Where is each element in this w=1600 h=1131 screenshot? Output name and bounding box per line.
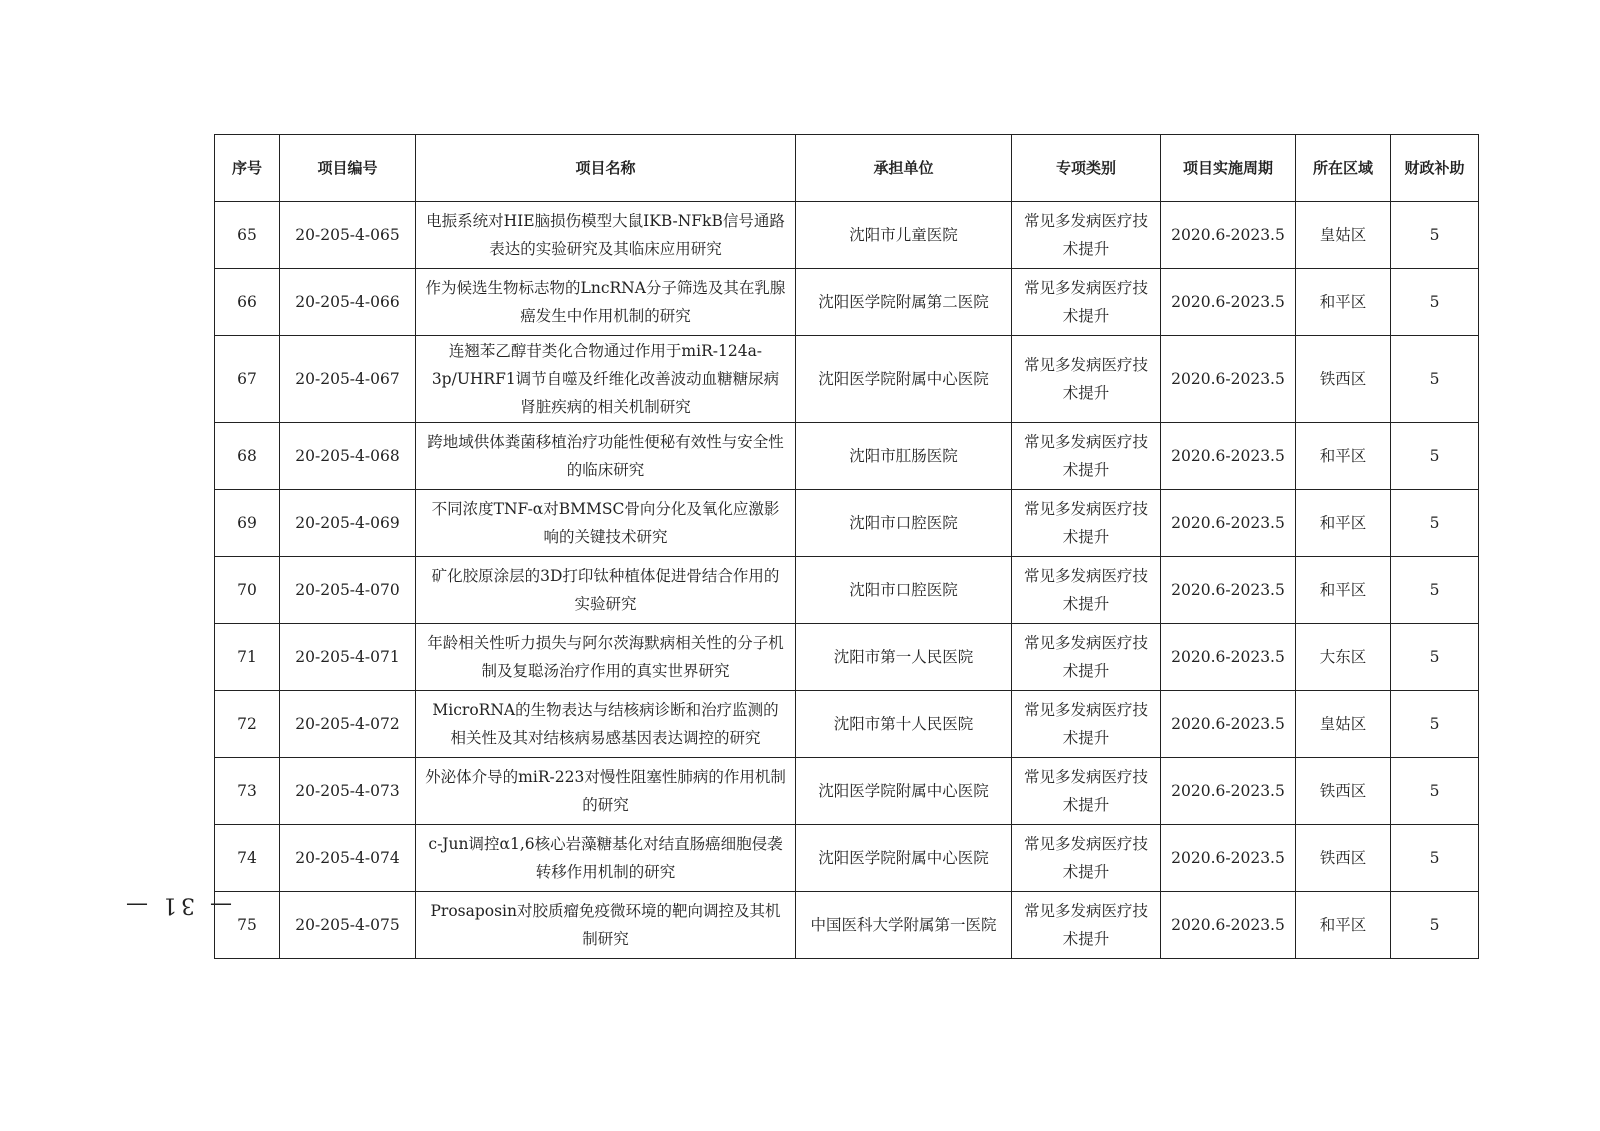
- table-row: [215, 691, 1479, 758]
- cell-seq: 68: [215, 423, 280, 490]
- cell-category: 常见多发病医疗技术提升: [1012, 691, 1161, 758]
- cell-category: 常见多发病医疗技术提升: [1012, 758, 1161, 825]
- cell-subsidy: 5: [1391, 892, 1479, 959]
- cell-unit: 沈阳市第十人民医院: [796, 691, 1012, 758]
- cell-seq: 75: [215, 892, 280, 959]
- cell-code: 20-205-4-074: [280, 825, 416, 892]
- table-row: [215, 825, 1479, 892]
- cell-seq: 66: [215, 269, 280, 336]
- header-code: 项目编号: [280, 135, 416, 202]
- cell-category: 常见多发病医疗技术提升: [1012, 269, 1161, 336]
- cell-unit: 沈阳医学院附属中心医院: [796, 825, 1012, 892]
- cell-period: 2020.6-2023.5: [1161, 691, 1296, 758]
- cell-period: 2020.6-2023.5: [1161, 825, 1296, 892]
- cell-period: 2020.6-2023.5: [1161, 202, 1296, 269]
- cell-subsidy: 5: [1391, 269, 1479, 336]
- cell-district: 铁西区: [1296, 336, 1391, 423]
- cell-subsidy: 5: [1391, 691, 1479, 758]
- cell-name: Prosaposin对胶质瘤免疫微环境的靶向调控及其机制研究: [416, 892, 796, 959]
- cell-category: 常见多发病医疗技术提升: [1012, 557, 1161, 624]
- cell-code: 20-205-4-070: [280, 557, 416, 624]
- header-district: 所在区域: [1296, 135, 1391, 202]
- cell-district: 皇姑区: [1296, 202, 1391, 269]
- cell-district: 和平区: [1296, 423, 1391, 490]
- cell-subsidy: 5: [1391, 202, 1479, 269]
- cell-district: 和平区: [1296, 557, 1391, 624]
- header-unit: 承担单位: [796, 135, 1012, 202]
- cell-unit: 沈阳市第一人民医院: [796, 624, 1012, 691]
- table-row: [215, 892, 1479, 959]
- header-period: 项目实施周期: [1161, 135, 1296, 202]
- header-category: 专项类别: [1012, 135, 1161, 202]
- cell-code: 20-205-4-069: [280, 490, 416, 557]
- cell-district: 铁西区: [1296, 758, 1391, 825]
- cell-unit: 沈阳市口腔医院: [796, 557, 1012, 624]
- cell-name: 作为候选生物标志物的LncRNA分子筛选及其在乳腺癌发生中作用机制的研究: [416, 269, 796, 336]
- cell-seq: 67: [215, 336, 280, 423]
- table-row: [215, 490, 1479, 557]
- cell-name: 电振系统对HIE脑损伤模型大鼠IKB-NFkB信号通路表达的实验研究及其临床应用研究: [416, 202, 796, 269]
- cell-subsidy: 5: [1391, 624, 1479, 691]
- cell-category: 常见多发病医疗技术提升: [1012, 490, 1161, 557]
- cell-period: 2020.6-2023.5: [1161, 269, 1296, 336]
- cell-district: 和平区: [1296, 892, 1391, 959]
- cell-seq: 65: [215, 202, 280, 269]
- cell-seq: 73: [215, 758, 280, 825]
- cell-name: MicroRNA的生物表达与结核病诊断和治疗监测的相关性及其对结核病易感基因表达调控的研究: [416, 691, 796, 758]
- cell-unit: 沈阳市口腔医院: [796, 490, 1012, 557]
- cell-code: 20-205-4-067: [280, 336, 416, 423]
- page-number: — 31 —: [122, 892, 232, 918]
- header-subsidy: 财政补助: [1391, 135, 1479, 202]
- cell-seq: 69: [215, 490, 280, 557]
- cell-category: 常见多发病医疗技术提升: [1012, 423, 1161, 490]
- table-row: [215, 557, 1479, 624]
- cell-subsidy: 5: [1391, 490, 1479, 557]
- cell-subsidy: 5: [1391, 423, 1479, 490]
- cell-category: 常见多发病医疗技术提升: [1012, 825, 1161, 892]
- cell-period: 2020.6-2023.5: [1161, 892, 1296, 959]
- cell-subsidy: 5: [1391, 758, 1479, 825]
- cell-code: 20-205-4-066: [280, 269, 416, 336]
- cell-code: 20-205-4-071: [280, 624, 416, 691]
- cell-district: 皇姑区: [1296, 691, 1391, 758]
- cell-name: 外泌体介导的miR-223对慢性阻塞性肺病的作用机制的研究: [416, 758, 796, 825]
- cell-subsidy: 5: [1391, 825, 1479, 892]
- cell-district: 和平区: [1296, 269, 1391, 336]
- cell-district: 铁西区: [1296, 825, 1391, 892]
- header-row: [215, 135, 1479, 202]
- cell-category: 常见多发病医疗技术提升: [1012, 202, 1161, 269]
- cell-name: c-Jun调控α1,6核心岩藻糖基化对结直肠癌细胞侵袭转移作用机制的研究: [416, 825, 796, 892]
- cell-subsidy: 5: [1391, 557, 1479, 624]
- cell-period: 2020.6-2023.5: [1161, 557, 1296, 624]
- cell-unit: 沈阳医学院附属中心医院: [796, 758, 1012, 825]
- cell-name: 矿化胶原涂层的3D打印钛种植体促进骨结合作用的实验研究: [416, 557, 796, 624]
- header-name: 项目名称: [416, 135, 796, 202]
- cell-code: 20-205-4-068: [280, 423, 416, 490]
- cell-period: 2020.6-2023.5: [1161, 423, 1296, 490]
- cell-code: 20-205-4-075: [280, 892, 416, 959]
- cell-period: 2020.6-2023.5: [1161, 758, 1296, 825]
- table-row: [215, 336, 1479, 423]
- cell-unit: 沈阳医学院附属中心医院: [796, 336, 1012, 423]
- cell-code: 20-205-4-072: [280, 691, 416, 758]
- cell-period: 2020.6-2023.5: [1161, 336, 1296, 423]
- cell-name: 不同浓度TNF-α对BMMSC骨向分化及氧化应激影响的关键技术研究: [416, 490, 796, 557]
- cell-seq: 72: [215, 691, 280, 758]
- cell-name: 连翘苯乙醇苷类化合物通过作用于miR-124a-3p/UHRF1调节自噬及纤维化改善波动血糖糖尿病肾脏疾病的相关机制研究: [416, 336, 796, 423]
- cell-unit: 沈阳医学院附属第二医院: [796, 269, 1012, 336]
- cell-unit: 沈阳市肛肠医院: [796, 423, 1012, 490]
- cell-period: 2020.6-2023.5: [1161, 624, 1296, 691]
- cell-subsidy: 5: [1391, 336, 1479, 423]
- table-row: [215, 624, 1479, 691]
- cell-seq: 74: [215, 825, 280, 892]
- table-row: [215, 269, 1479, 336]
- cell-code: 20-205-4-073: [280, 758, 416, 825]
- header-seq: 序号: [215, 135, 280, 202]
- cell-code: 20-205-4-065: [280, 202, 416, 269]
- cell-seq: 71: [215, 624, 280, 691]
- cell-seq: 70: [215, 557, 280, 624]
- cell-category: 常见多发病医疗技术提升: [1012, 336, 1161, 423]
- cell-category: 常见多发病医疗技术提升: [1012, 892, 1161, 959]
- table-row: [215, 202, 1479, 269]
- cell-unit: 中国医科大学附属第一医院: [796, 892, 1012, 959]
- cell-period: 2020.6-2023.5: [1161, 490, 1296, 557]
- cell-name: 年龄相关性听力损失与阿尔茨海默病相关性的分子机制及复聪汤治疗作用的真实世界研究: [416, 624, 796, 691]
- table-row: [215, 758, 1479, 825]
- cell-category: 常见多发病医疗技术提升: [1012, 624, 1161, 691]
- table-row: [215, 423, 1479, 490]
- project-table: [214, 134, 1479, 959]
- cell-name: 跨地域供体粪菌移植治疗功能性便秘有效性与安全性的临床研究: [416, 423, 796, 490]
- cell-district: 大东区: [1296, 624, 1391, 691]
- cell-unit: 沈阳市儿童医院: [796, 202, 1012, 269]
- cell-district: 和平区: [1296, 490, 1391, 557]
